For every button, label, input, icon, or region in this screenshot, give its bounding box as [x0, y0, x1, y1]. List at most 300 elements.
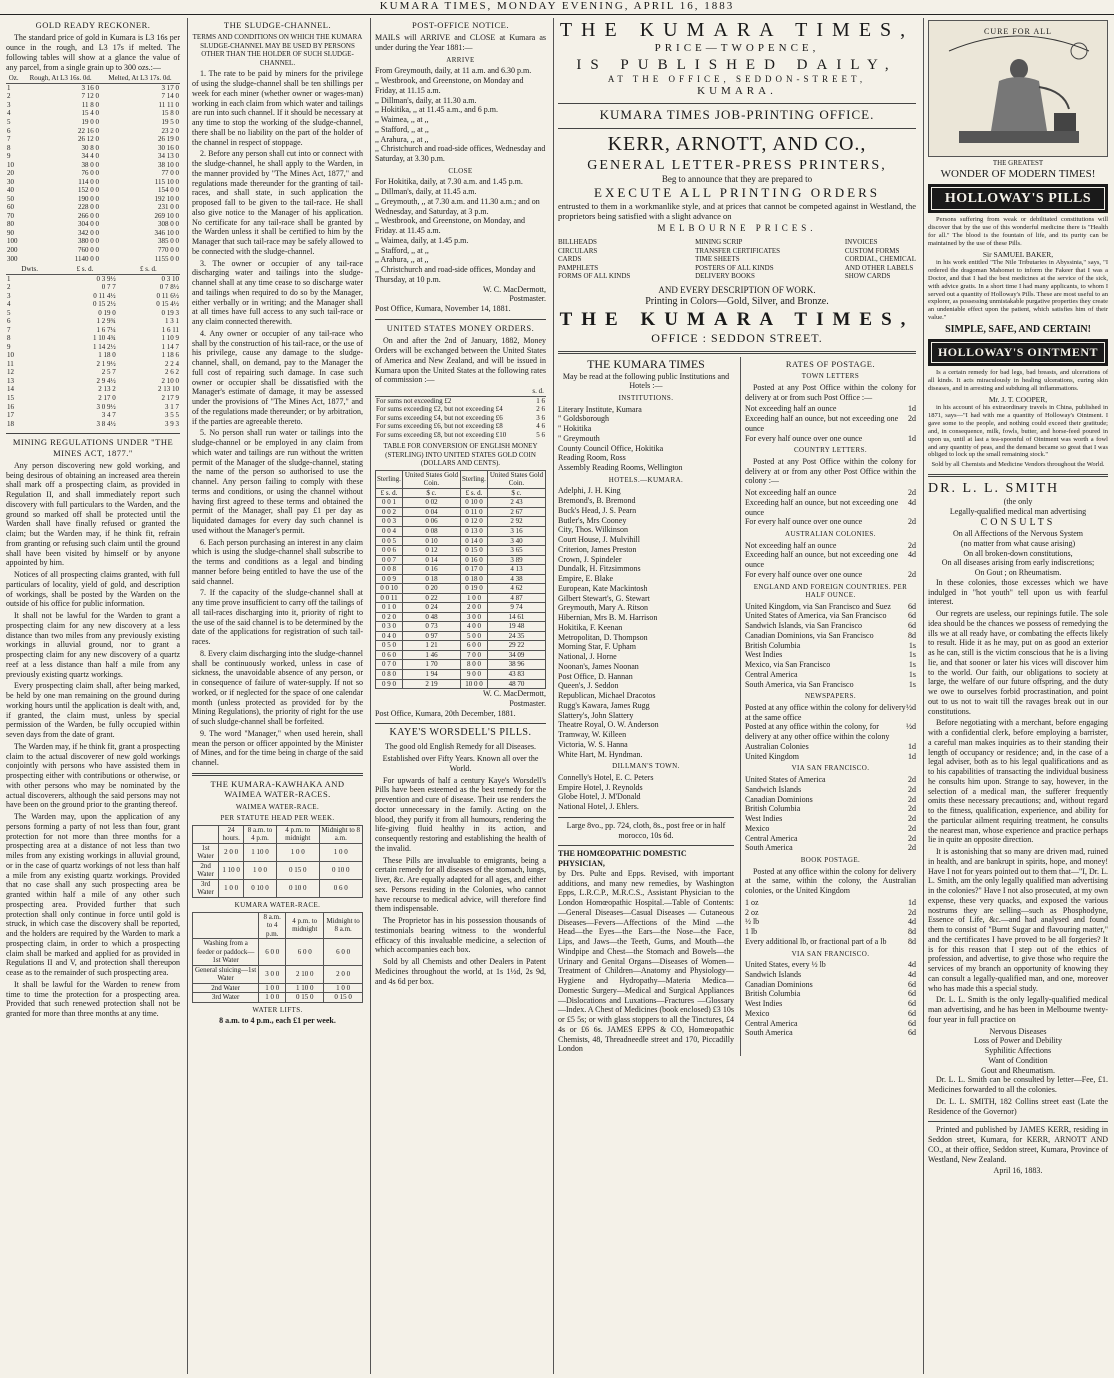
- eng-rate-price: 1s: [908, 669, 916, 679]
- conversion-row-cell: 0 0 9: [376, 574, 403, 584]
- close-item: ,, Westbrook, and Greenstone, on Monday, and Friday. at 11.45 a.m.: [375, 216, 525, 236]
- eng-rate-price: 8d: [908, 630, 916, 640]
- printing-item: CORDIAL, CHEMICAL: [844, 255, 916, 264]
- viasf2-rate-price: 6d: [908, 1018, 916, 1028]
- aus-rate-label: For every half ounce over one ounce: [744, 569, 863, 579]
- kumara-row-cell: 6 0 0: [259, 939, 286, 966]
- dwt-row: [6, 385, 180, 394]
- conversion-row: [376, 584, 546, 594]
- conversion-row-cell: 0 0 3: [376, 517, 403, 527]
- conversion-row: [376, 507, 546, 517]
- kumara-row-cell: 1 0 0: [259, 993, 286, 1003]
- conversion-row-cell: 0 73: [402, 622, 460, 632]
- dwt-row-cell: 3 0 9½: [96, 402, 116, 411]
- table-header-cell: 4 p.m. to midnight: [286, 912, 324, 939]
- hotels-label: HOTELS.—KUMARA.: [608, 475, 684, 484]
- conversion-row: [376, 517, 546, 527]
- money-orders-text: On and after the 2nd of January, 1882, Money Orders will be exchanged between the United States of America and New Zealand, and will be issued in Kumara upon the United States at the following rates of commission :—: [375, 336, 546, 385]
- aus-rate-label: Exceeding half an ounce, but not exceeding one ounce: [744, 550, 899, 570]
- conversion-row-cell: 2 43: [487, 498, 545, 508]
- dwt-row-cell: 1: [7, 274, 11, 283]
- conversion-row: [376, 498, 546, 508]
- ounce-row-cell: 7 12 0: [81, 92, 99, 101]
- conversion-row-cell: 0 10: [402, 536, 460, 546]
- dwt-row-cell: 1 18 6: [161, 351, 179, 360]
- close-item: For Hokitika, daily, at 7.30 a.m. and 1.45 p.m.: [375, 177, 523, 187]
- conversion-row-cell: 48 70: [487, 679, 545, 689]
- ounce-row-cell: 30 16 0: [158, 143, 179, 152]
- aus-label: AUSTRALIAN COLONIES.: [785, 530, 876, 539]
- water-lifts-label: WATER LIFTS.: [252, 1005, 303, 1014]
- paper-office-2: OFFICE : SEDDON STREET.: [651, 331, 823, 346]
- hygeia-figure-icon: [929, 21, 1108, 154]
- town-rate: [745, 404, 916, 414]
- mining-paragraph: Any person discovering new gold working, and being desirous of obtaining an increased area therein shall mark off a prospecting claim, as provided in Regulation II, and shall immediately report such discovery with full particulars to the Warden, and the ground so marked off shall be protected until the Warden shall have finally refused or granted the claim; but the Warden may, if he think fit, refrain from granting or refusing such claim until the ground shall have been visited by himself or by anyone appointed by him.: [6, 460, 180, 568]
- hotel-item: Criterion, James Preston: [558, 544, 637, 554]
- arrive-list: [375, 66, 546, 164]
- ounce-row-cell: 50: [7, 194, 14, 203]
- printing-item: POSTERS OF ALL KINDS: [695, 263, 774, 272]
- town-letters-label: TOWN LETTERS: [801, 372, 860, 381]
- book-rate: [745, 898, 916, 908]
- dwt-table: Dwts. £ s. d. £ s. d. 1 0 3 9½ 0 3 10 2 0 7 7 0 7 8½ 3 0 11 4½ 0 11 6½ 4 0 15 2½ 0 15 4½ 5 0 19 0 0 19 3 6 1 2 9¾ 1 3 1 7 1 6 7¼ 1 6 11 8 1 10 4¾ 1 10 9 9 1 14 2½ 1 14 7 10 1 18 0 1 18 6 11 2 1 9½ 2 2 4 12 2 5 7 2 6 2 13 2 9 4½ 2 10 0 14 2 13 2 2 13 10 15 2 17 0 2 17 9 16 3 0 9½ 3 1 7 17 3 4 7 3 5 5 18 3 8 4½ 3 9 3: [7, 265, 179, 428]
- waimea-row-cell: 1 0 0: [319, 843, 362, 861]
- conversion-row-cell: 0 20: [402, 584, 460, 594]
- dwt-row: [6, 351, 180, 360]
- news-rate-price: 1d: [908, 741, 916, 751]
- ounce-row-cell: 3: [7, 100, 11, 109]
- baker-name: Sir SAMUEL BAKER,: [982, 249, 1054, 259]
- dwt-row: [6, 309, 180, 318]
- viasf2-rate: [745, 1009, 916, 1019]
- kayes-pills-title: KAYE'S WORSDELL'S PILLS.: [389, 727, 532, 739]
- dwt-row-cell: 0 3 9½: [96, 274, 116, 283]
- hotel-item: Greymouth, Mary A. Ritson: [558, 603, 648, 613]
- ll-text: [928, 578, 1108, 1025]
- eng-rate-label: United Kingdom, via San Francisco and Suez: [744, 601, 891, 611]
- table-header-cell: Midnight to 8 a.m.: [324, 912, 363, 939]
- hotel-item: Bremond's, B. Bremond: [558, 496, 636, 506]
- ll-list-item: Want of Condition: [988, 1055, 1048, 1065]
- ounce-row-cell: 34 13 0: [158, 152, 179, 161]
- ll-consults: CONSULTS: [980, 516, 1056, 528]
- dwt-row-cell: 2 6 2: [165, 368, 179, 377]
- dwt-row-cell: 0 11 6½: [156, 291, 179, 300]
- conversion-row-cell: 0 0 4: [376, 527, 403, 537]
- eng-rate: [745, 670, 916, 680]
- dwt-row-cell: 2: [7, 283, 11, 292]
- printing-item: TRANSFER CERTIFICATES: [695, 246, 781, 255]
- ounce-row-cell: 2: [7, 92, 11, 101]
- printing-item: CARDS: [558, 255, 582, 264]
- kumara-row: [193, 983, 363, 993]
- kumara-row: [193, 993, 363, 1003]
- postmaster-signature: W. C. MacDermott, Postmaster.: [482, 284, 546, 304]
- eng-rate: [745, 621, 916, 631]
- dwt-row-cell: 7: [7, 325, 11, 334]
- job-printing-title: KUMARA TIMES JOB-PRINTING OFFICE.: [599, 107, 875, 123]
- ounce-row: [6, 186, 180, 195]
- book-intro: Posted at any office within the colony for delivery at the same, within the colony, the Australian colonies, or the United Kingdom: [744, 866, 916, 896]
- viasf-rate: [745, 824, 916, 834]
- gold-reckoner-intro: The standard price of gold in Kumara is L3 16s per ounce in the rough, and L3 17s if melted. The following tables will show at a glance the value of any parcel, from a single grain up to 300 ozs.:—: [6, 33, 180, 72]
- ll-line: On all broken-down constitutions,: [963, 548, 1073, 558]
- table-header-cell: Midnight to 8 a.m.: [319, 825, 362, 843]
- printing-item: CUSTOM FORMS: [844, 246, 900, 255]
- waimea-row: [193, 879, 363, 897]
- dwt-row-cell: 1 10 4¾: [92, 334, 116, 343]
- country-rate-label: For every half ounce over one ounce: [744, 517, 863, 527]
- ounce-row-cell: 308 0 0: [158, 220, 179, 229]
- ounce-row-cell: 380 0 0: [77, 237, 99, 246]
- sludge-paragraph: 3. The owner or occupier of any tail-race discharging water and tailings into the sludge-channel shall at any time cease to so discharge water and tailings when required to do so by the Manager, either verbally or in writing; and the Manager shall at all times have full access to any such tail-race or any claim connected therewith.: [192, 258, 363, 327]
- read-at-panel: [558, 357, 734, 1056]
- kayes-paragraph: Sold by all Chemists and other Dealers in Patent Medicines throughout the world, at 1s 1½d, 2s 9d, and 4s 6d per box.: [375, 957, 546, 986]
- ounce-row-cell: 19 5 0: [161, 118, 179, 127]
- greatest-label: THE GREATEST: [992, 159, 1044, 167]
- dwt-row-cell: 3 8 4½: [96, 419, 116, 428]
- news-rate-label: United Kingdom: [744, 751, 799, 761]
- waimea-row-cell: 0 15 0: [276, 861, 319, 879]
- conversion-row-cell: 0 04: [402, 507, 460, 517]
- ounce-row-cell: 11 11 0: [158, 100, 179, 109]
- rough-head: Rough, At L3 16s. 0d.: [21, 74, 100, 83]
- ll-line: (no matter from what cause arising): [960, 538, 1076, 548]
- dwt-row: [6, 420, 180, 429]
- news-rate-label: Posted at any office within the colony for delivery at the same office: [744, 702, 906, 722]
- kumara-row-cell: 1 0 0: [259, 983, 286, 993]
- town-rate-price: 1d: [908, 404, 916, 414]
- firm-name: KERR, ARNOTT, AND CO.,: [607, 133, 867, 156]
- eng-rate-price: 1s: [908, 660, 916, 670]
- arrive-item: ,, Hokitika, ,, at 11.45 a.m., and 6 p.m.: [375, 105, 499, 115]
- conversion-row-cell: 0 13 0: [461, 527, 488, 537]
- viasf-rate-price: 2d: [908, 775, 916, 784]
- conversion-row-cell: 0 2 0: [376, 612, 403, 622]
- conversion-row-cell: 43 83: [487, 669, 545, 679]
- dillman-list: [558, 773, 734, 812]
- conversion-row: [376, 593, 546, 603]
- conversion-row-cell: 1 0 0: [461, 593, 488, 603]
- conversion-row-cell: 14 61: [487, 612, 545, 622]
- hotel-item: Slattery's, John Slattery: [558, 710, 634, 720]
- town-rate-label: Exceeding half an ounce, but not exceeding one ounce: [744, 414, 899, 433]
- arrive-item: ,, Stafford, ,, at ,,: [375, 124, 429, 134]
- conversion-row-cell: 29 22: [487, 641, 545, 651]
- conversion-row-cell: 0 4 0: [376, 631, 403, 641]
- conversion-row: [376, 641, 546, 651]
- conversion-row-cell: 0 0 5: [376, 536, 403, 546]
- viasf2-rate-label: British Columbia: [744, 989, 801, 999]
- conversion-row: [376, 650, 546, 660]
- kumara-row-cell: 0 15 0: [286, 993, 324, 1003]
- eng-rate-label: United States of America, via San Francisco: [744, 611, 887, 621]
- conversion-row: [376, 622, 546, 632]
- hotel-item: Noonan's, James Noonan: [558, 661, 639, 671]
- country-rate-label: Not exceeding half an ounce: [744, 488, 837, 498]
- dillman-label: DILLMAN'S TOWN.: [612, 762, 680, 771]
- column-gold-reckoner: [2, 18, 184, 1374]
- waimea-row-cell: 1 10 0: [219, 861, 244, 879]
- money-order-row: [375, 405, 546, 414]
- close-item: ,, Arahura, ,, at ,,: [375, 255, 429, 265]
- ll-only: (the only: [1003, 497, 1033, 507]
- ounce-table: Oz. Rough, At L3 16s. 0d. Melted, At L3 17s. 0d. 1 3 16 0 3 17 0 2 7 12 0 7 14 0 3 11 8 0 11 11 0 4 15 4 0 15 8 0 5 19 0 0 19 5 0 6 22 16 0 23 2 0 7 26 12 0 26 19 0 8 30 8 0 30 16 0 9 34 4 0 34 13 0 10 38 0 0 38 10 0 20 76 0 0 77 0 0 30 114 0 0 115 10 0 40 152 0 0 154 0 0 50 190 0 0 192 10 0 60 228 0 0 231 0 0 70 266 0 0 269 10 0 80 304 0 0 308 0 0 90 342 0 0 346 10 0 100 380 0 0 385 0 0 200 760 0 0 770 0 0 300 1140 0 0 1155 0 0: [7, 74, 179, 263]
- conversion-row-cell: 1 94: [402, 669, 460, 679]
- conversion-row-cell: 0 06: [402, 517, 460, 527]
- hotel-item: Hibernian, Mrs B. M. Harrison: [558, 613, 658, 623]
- conversion-row-cell: 0 08: [402, 527, 460, 537]
- book-rate-price: 8d: [908, 927, 916, 937]
- conversion-row-cell: 0 24: [402, 603, 460, 613]
- ounce-row-cell: 70: [7, 211, 14, 220]
- money-order-row-cell: For sums not exceeding £2: [376, 396, 452, 405]
- conversion-row-cell: 6 0 0: [461, 641, 488, 651]
- table-header-cell: £ s. d.: [461, 488, 488, 498]
- ounce-row: [6, 220, 180, 229]
- conversion-row: [376, 603, 546, 613]
- ounce-row-cell: 770 0 0: [158, 245, 179, 254]
- kumara-row-cell: 6 0 0: [286, 939, 324, 966]
- dwt-row-cell: 3 4 7: [101, 411, 116, 420]
- printing-item: BILLHEADS: [558, 238, 597, 247]
- ounce-row-cell: 114 0 0: [78, 177, 99, 186]
- ounce-row-cell: 80: [7, 220, 14, 229]
- conversion-row-cell: 4 13: [487, 565, 545, 575]
- waimea-row: [193, 861, 363, 879]
- viasf2-rate: [745, 960, 916, 970]
- ounce-row: [6, 237, 180, 246]
- arrive-item: From Greymouth, daily, at 11 a.m. and 6.30 p.m.: [375, 66, 532, 76]
- eng-label: ENGLAND AND FOREIGN COUNTRIES. PER HALF OUNCE.: [753, 582, 908, 600]
- viasf2-rate-label: South America: [744, 1028, 793, 1038]
- dwt-row-cell: 0 7 7: [101, 283, 116, 292]
- town-rate-price: 2d: [908, 414, 916, 424]
- arrive-label: ARRIVE: [446, 55, 475, 64]
- dwt-row-cell: 0 7 8½: [159, 283, 179, 292]
- dwt-row-cell: 0 3 10: [161, 274, 179, 283]
- conversion-row-cell: 4 38: [487, 574, 545, 584]
- hotel-item: City, Thos. Wilkinson: [558, 525, 628, 535]
- table-header-cell: United States Gold Coin.: [487, 470, 545, 488]
- dwt-row: [6, 292, 180, 301]
- eng-rate: [745, 631, 916, 641]
- country-rate-price: 4d: [908, 497, 916, 507]
- kayes-established: Established over Fifty Years. Known all over the World.: [382, 754, 539, 773]
- dwt-row-cell: 12: [7, 368, 14, 377]
- ounce-row: [6, 92, 180, 101]
- aus-rate: [745, 550, 916, 570]
- ounce-row: [6, 178, 180, 187]
- table-header-cell: 4 p.m. to midnight: [276, 825, 319, 843]
- hotel-item: Court House, J. Mulvihill: [558, 535, 641, 545]
- ounce-row-cell: 6: [7, 126, 11, 135]
- dwt-row-cell: 0 15 2½: [92, 300, 116, 309]
- conversion-row: [376, 612, 546, 622]
- ounce-row-cell: 1140 0 0: [74, 254, 99, 263]
- money-order-row-cell: 2 6: [536, 405, 545, 414]
- kayes-lead: The good old English Remedy for all Diseases.: [384, 742, 537, 752]
- ounce-row-cell: 7 14 0: [161, 92, 179, 101]
- dwt-row-cell: 2 17 9: [161, 394, 179, 403]
- country-rate-price: 2d: [908, 517, 916, 527]
- conversion-title: TABLE FOR CONVERSION OF ENGLISH MONEY (STERLING) INTO UNITED STATES GOLD COIN (DOLLARS AND CENTS).: [383, 442, 538, 468]
- eng-rate: [745, 680, 916, 690]
- eng-rate-label: Central America: [744, 669, 798, 679]
- viasf2-rate-price: 6d: [908, 979, 916, 989]
- ounce-row-cell: 3 17 0: [161, 83, 179, 92]
- viasf-rate-label: West Indies: [744, 814, 783, 823]
- institutions-label: INSTITUTIONS.: [618, 394, 674, 403]
- ll-fee: Dr. L. L. Smith can be consulted by letter—Fee, £1. Medicines forwarded to all the colonies.: [928, 1075, 1108, 1095]
- conversion-row-cell: 0 7 0: [376, 660, 403, 670]
- hotels-list: [558, 486, 734, 759]
- hotel-item: Butler's, Mrs Cooney: [558, 515, 627, 525]
- conversion-row-cell: 3 89: [487, 555, 545, 565]
- ounce-row-cell: 26 12 0: [77, 135, 99, 144]
- dwt-row-cell: 2 9 4½: [96, 376, 116, 385]
- waimea-subtitle: WAIMEA WATER-RACE.: [235, 802, 320, 811]
- news-rate-price: ½d: [906, 702, 916, 712]
- conversion-row-cell: 2 92: [487, 517, 545, 527]
- ounce-row-cell: 115 10 0: [154, 177, 179, 186]
- money-order-row-cell: For sums exceeding £8, but not exceeding £10: [376, 430, 507, 439]
- gold-reckoner-title: GOLD READY RECKONER.: [35, 20, 151, 30]
- ll-list-item: Loss of Power and Debility: [974, 1036, 1062, 1046]
- post-office-title: POST-OFFICE NOTICE.: [411, 20, 510, 30]
- viasf2-rate: [745, 1028, 916, 1038]
- close-item: ,, Waimea, daily, at 1.45 p.m.: [375, 235, 469, 245]
- book-rate-price: 4d: [908, 917, 916, 927]
- news-label: NEWSPAPERS.: [804, 692, 856, 701]
- ounce-row-cell: 60: [7, 203, 14, 212]
- dwt-row: [6, 394, 180, 403]
- hotel-item: Rugg's Kawara, James Rugg: [558, 700, 650, 710]
- hotel-item: Buck's Head, J. S. Pearn: [558, 505, 637, 515]
- dwt-row-cell: 2 17 0: [98, 394, 116, 403]
- book-rate: [745, 917, 916, 927]
- ounce-row-cell: 266 0 0: [77, 211, 99, 220]
- viasf2-rate: [745, 970, 916, 980]
- table-header-cell: $ c.: [402, 488, 460, 498]
- ounce-row-cell: 300: [7, 254, 18, 263]
- wonder-label: WONDER OF MODERN TIMES!: [940, 167, 1096, 180]
- printing-item: AND OTHER LABELS: [844, 263, 914, 272]
- sludge-text: [192, 69, 363, 768]
- ounce-row: [6, 246, 180, 255]
- news-rate-label: Australian Colonies: [744, 741, 809, 751]
- ounce-row-cell: 15 4 0: [81, 109, 99, 118]
- ounce-row-cell: 26 19 0: [158, 135, 179, 144]
- cure-banner: CURE FOR ALL: [983, 27, 1052, 36]
- kumara-row-cell: 3rd Water: [193, 993, 259, 1003]
- per-head-label: PER STATUTE HEAD PER WEEK.: [220, 814, 335, 823]
- printing-colors: Printing in Colors—Gold, Silver, and Bronze.: [645, 295, 829, 307]
- dwt-row: [6, 403, 180, 412]
- conversion-row-cell: 8 0 0: [461, 660, 488, 670]
- ll-legal: Legally-qualified medical man advertising: [949, 507, 1087, 517]
- ounce-row-cell: 34 4 0: [81, 152, 99, 161]
- ounce-row-cell: 231 0 0: [158, 203, 179, 212]
- ounce-row-cell: 10: [7, 160, 14, 169]
- imprint: Printed and published by JAMES KERR, residing in Seddon street, Kumara, for KERR, ARNOTT AND CO., at their office, Seddon street, Kumara, Province of Westland, New Zealand.: [928, 1125, 1108, 1164]
- printing-item: CIRCULARS: [558, 246, 598, 255]
- viasf2-rate: [745, 1019, 916, 1029]
- dwt-row-cell: 0 19 3: [161, 308, 179, 317]
- dwt-row-cell: 1 3 1: [165, 317, 179, 326]
- conversion-row-cell: 0 0 10: [376, 584, 403, 594]
- post-dateline: Post Office, Kumara, November 14, 1881.: [375, 304, 511, 314]
- eng-rate: [745, 660, 916, 670]
- money-order-row-cell: For sums exceeding £2, but not exceeding £4: [376, 405, 503, 414]
- institutions-list: [558, 405, 734, 473]
- waimea-row-cell: 0 10 0: [276, 879, 319, 897]
- waimea-row-cell: 3rd Water: [193, 879, 219, 897]
- money-order-row: [375, 396, 546, 405]
- waimea-row-cell: 1 0 0: [219, 879, 244, 897]
- eng-rate-label: West Indies: [744, 650, 783, 660]
- ounce-row-cell: 154 0 0: [158, 186, 179, 195]
- ounce-row: [6, 212, 180, 221]
- money-order-row-cell: For sums exceeding £6, but not exceeding £8: [376, 422, 503, 431]
- arrive-item: ,, Dillman's, daily, at 11.30 a.m.: [375, 95, 477, 105]
- ointment-text: Is a certain remedy for bad legs, bad breasts, and ulcerations of all kinds. It acts miraculously in healing ulcerations, curing skin diseases, and in arresting and subduing all inflammations.: [928, 369, 1108, 392]
- viasf-rate-label: United States of America: [744, 775, 826, 784]
- conversion-row-cell: 1 70: [402, 660, 460, 670]
- book-rate-label: ½ lb: [744, 917, 760, 927]
- conversion-row-cell: 24 35: [487, 631, 545, 641]
- conversion-row-cell: 4 62: [487, 584, 545, 594]
- ounce-row-cell: 1: [7, 83, 11, 92]
- column-kumara-times: [553, 18, 920, 1374]
- ounce-row-cell: 152 0 0: [77, 186, 99, 195]
- dwt-row-cell: 14: [7, 385, 14, 394]
- printing-item: SHOW CARDS: [844, 272, 891, 281]
- ounce-row: [6, 152, 180, 161]
- hotel-item: Morning Star, F. Upham: [558, 642, 636, 652]
- sold-by: Sold by all Chemists and Medicine Vendors throughout the World.: [931, 461, 1105, 469]
- kumara-row-cell: General sluicing—1st Water: [193, 965, 259, 983]
- mining-paragraph: It shall be lawful for the Warden to renew from time to time the protection for a prospecting area. Provided that such renewed protection shall not be granted for more than three months at any time.: [6, 979, 180, 1019]
- table-header-cell: $ c.: [487, 488, 545, 498]
- viasf-rate: [745, 843, 916, 853]
- ounce-row-cell: 269 10 0: [154, 211, 179, 220]
- aus-rate-price: 2d: [908, 569, 916, 579]
- ounce-row-cell: 190 0 0: [77, 194, 99, 203]
- hotel-item: Metropolitan, D. Thompson: [558, 632, 648, 642]
- hotel-item: European, Kate Mackintosh: [558, 583, 648, 593]
- dwt-row-cell: 8: [7, 334, 11, 343]
- mining-regulations-text: [6, 461, 180, 1019]
- conversion-row-cell: 0 14: [402, 555, 460, 565]
- viasf-rate-price: 2d: [908, 823, 916, 833]
- ounce-row: [6, 101, 180, 110]
- dwt-row-cell: 10: [7, 351, 14, 360]
- kumara-row: [193, 939, 363, 966]
- eng-rate: [745, 602, 916, 612]
- ounce-row-cell: 77 0 0: [161, 169, 179, 178]
- paper-title-2: THE KUMARA TIMES,: [559, 309, 915, 331]
- institution-item: " Goldsborough: [558, 414, 610, 424]
- dwt-row-cell: 17: [7, 411, 14, 420]
- ounce-row-cell: 200: [7, 245, 18, 254]
- conversion-row-cell: 0 18 0: [461, 574, 488, 584]
- waimea-table: [192, 825, 363, 898]
- sludge-paragraph: 1. The rate to be paid by miners for the privilege of using the sludge-channel shall be ten shillings per week for each miner (whether owner or wages-man) working in each claim from which water and tailings are run into such channel. If it should be necessary at any time to stop the working of the sludge-channel, there shall be no liability on the part of the holder of the channel in respect of stoppage.: [192, 69, 363, 147]
- conversion-row: [376, 669, 546, 679]
- viasf-rate: [745, 814, 916, 824]
- read-at-intro: May be read at the following public Institutions and Hotels :—: [562, 371, 730, 391]
